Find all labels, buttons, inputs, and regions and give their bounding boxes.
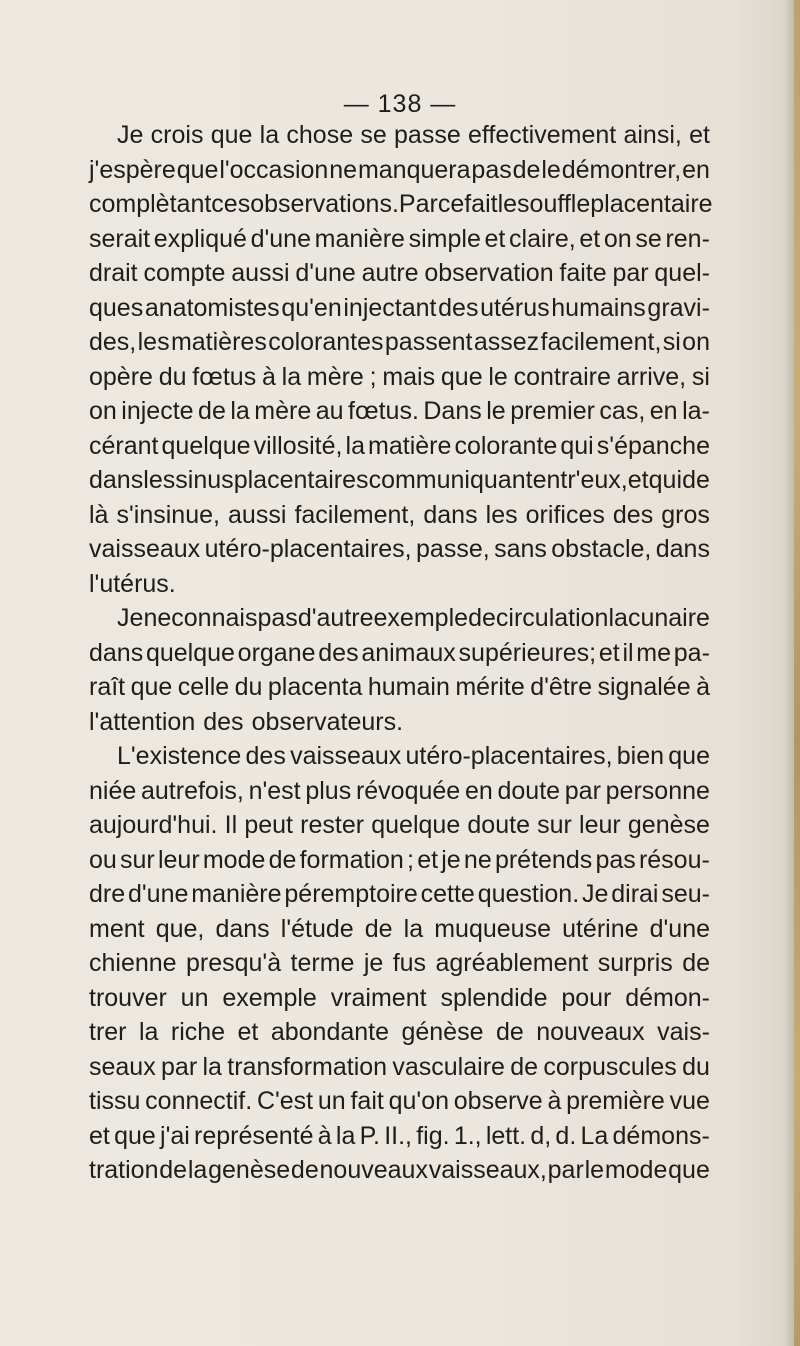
- text-line: dre d'une manière péremptoire cette question. Je dirai seu-: [89, 880, 710, 908]
- text-line: aujourd'hui. Il peut rester quelque doute sur leur genèse: [89, 811, 710, 839]
- text-line: des, les matières colorantes passent assez facilement, si on: [89, 328, 710, 356]
- text-line: chienne presqu'à terme je fus agréablement surpris de: [89, 949, 710, 977]
- text-line: l'utérus.: [89, 569, 176, 598]
- text-line: l'attention des observateurs.: [89, 707, 404, 736]
- text-line: opère du fœtus à la mère ; mais que le contraire arrive, si: [89, 362, 710, 391]
- text-line: serait expliqué d'une manière simple et claire, et on se ren-: [89, 224, 710, 253]
- text-line: drait compte aussi d'une autre observation faite par quel-: [89, 259, 710, 287]
- text-line: niée autrefois, n'est plus révoquée en doute par personne: [89, 776, 710, 805]
- text-line: dans les sinus placentaires communiquant entr'eux, et qui de: [89, 466, 710, 494]
- text-line: et que j'ai représenté à la P. II., fig. 1., lett. d, d. La démons-: [89, 1121, 710, 1150]
- text-line: trouver un exemple vraiment splendide pour démon-: [89, 983, 710, 1012]
- page-number: — 138 —: [343, 90, 457, 118]
- text-line: cérant quelque villosité, la matière colorante qui s'épanche: [89, 431, 710, 460]
- text-line: dans quelque organe des animaux supérieures; et il me pa-: [89, 638, 710, 667]
- text-line: L'existence des vaisseaux utéro-placentaires, bien que: [117, 742, 710, 770]
- text-line: trer la riche et abondante génèse de nouveaux vais-: [89, 1018, 710, 1046]
- text-line: complètant ces observations. Par ce fait le souffle placentaire: [89, 190, 713, 218]
- text-line: là s'insinue, aussi facilement, dans les orifices des gros: [89, 500, 710, 529]
- text-line: Je ne connais pas d'autre exemple de circulation lacunaire: [117, 604, 710, 632]
- text-line: ment que, dans l'étude de la muqueuse utérine d'une: [89, 914, 710, 943]
- text-line: ques anatomistes qu'en injectant des utérus humains gravi-: [89, 293, 710, 322]
- page-edge-binding: [794, 0, 800, 1346]
- text-line: raît que celle du placenta humain mérite d'être signalée à: [89, 673, 710, 701]
- text-line: seaux par la transformation vasculaire de corpuscules du: [89, 1052, 710, 1081]
- text-line: Je crois que la chose se passe effectivement ainsi, et: [117, 121, 710, 149]
- text-line: vaisseaux utéro-placentaires, passe, sans obstacle, dans: [89, 535, 710, 563]
- text-line: tissu connectif. C'est un fait qu'on observe à première vue: [89, 1087, 710, 1115]
- text-line: tration de la genèse de nouveaux vaisseaux, par le mode que: [89, 1156, 710, 1184]
- text-line: ou sur leur mode de formation ; et je ne prétends pas résou-: [89, 845, 710, 874]
- text-line: j'espère que l'occasion ne manquera pas de le démontrer, en: [89, 155, 710, 184]
- text-line: on injecte de la mère au fœtus. Dans le premier cas, en la-: [89, 397, 710, 425]
